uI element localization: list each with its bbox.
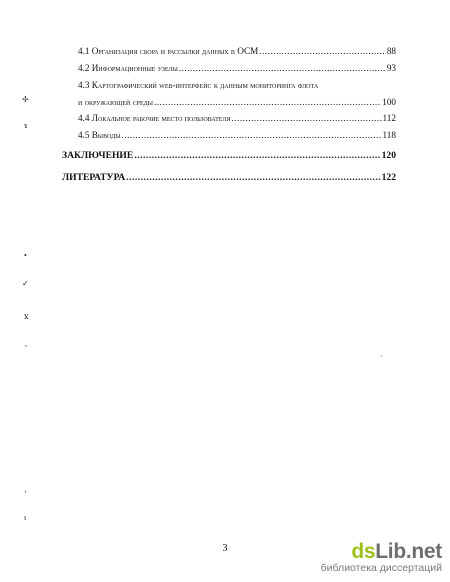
leader-dots (154, 97, 381, 107)
toc-entry (78, 113, 396, 123)
toc-entry-page: 88 (386, 46, 396, 56)
toc-entry-number: 4.3 (78, 80, 90, 90)
toc-entry-page: 118 (382, 130, 396, 140)
leader-dots (122, 130, 382, 140)
toc-entry (78, 63, 396, 73)
scan-speck: · (380, 352, 383, 361)
toc-entry-number: 4.1 (78, 46, 90, 56)
toc-entry (78, 80, 318, 90)
toc-literature (62, 172, 396, 183)
scan-speck: , (25, 339, 27, 348)
toc-literature-page: 122 (381, 172, 396, 183)
toc-conclusion (62, 150, 396, 161)
toc-entry (78, 46, 396, 56)
toc-entry-number: 4.4 (78, 113, 90, 123)
leader-dots (126, 172, 380, 183)
toc-entry-title: Информационные узелы (91, 63, 178, 73)
toc-entry-number: 4.2 (78, 63, 90, 73)
toc-entry-title: Организация сбора и рассылки данных в ОСМ (91, 46, 259, 56)
scan-speck: ʻ (24, 489, 27, 498)
toc-entry-title: Выводы (91, 130, 121, 140)
toc-entry-continuation (78, 97, 396, 107)
toc-entry-title: и окружающей среды (78, 97, 153, 107)
scan-speck: ⅹ (24, 312, 29, 321)
watermark-logo: dsLib.net (351, 540, 442, 563)
scan-speck: ✢ (22, 95, 29, 104)
dslib-watermark (321, 540, 442, 574)
leader-dots (231, 113, 381, 123)
toc-entry-page: 100 (382, 97, 396, 107)
toc-entry-title: Локальное рабочие место пользователя (91, 113, 231, 123)
toc-entry-title: Картографический web-интерфейс к данным мониторинга флота (91, 80, 319, 90)
leader-dots (134, 150, 380, 161)
toc-conclusion-title: ЗАКЛЮЧЕНИЕ (62, 150, 134, 161)
toc-entry-page: 93 (386, 63, 396, 73)
leader-dots (179, 63, 386, 73)
toc-entry-number: 4.5 (78, 130, 90, 140)
toc-entry-page: 112 (382, 113, 396, 123)
toc-literature-title: ЛИТЕРАТУРА (62, 172, 126, 183)
scan-speck: • (24, 251, 27, 260)
scan-speck: ɩ (24, 513, 27, 522)
toc-conclusion-page: 120 (381, 150, 396, 161)
page-number: 3 (222, 543, 228, 554)
scan-speck: ✓ (22, 279, 29, 288)
watermark-subtitle: библиотека диссертаций (320, 562, 442, 574)
toc-entry (78, 130, 396, 140)
scan-speck: ɤ (24, 121, 28, 130)
leader-dots (259, 46, 386, 56)
